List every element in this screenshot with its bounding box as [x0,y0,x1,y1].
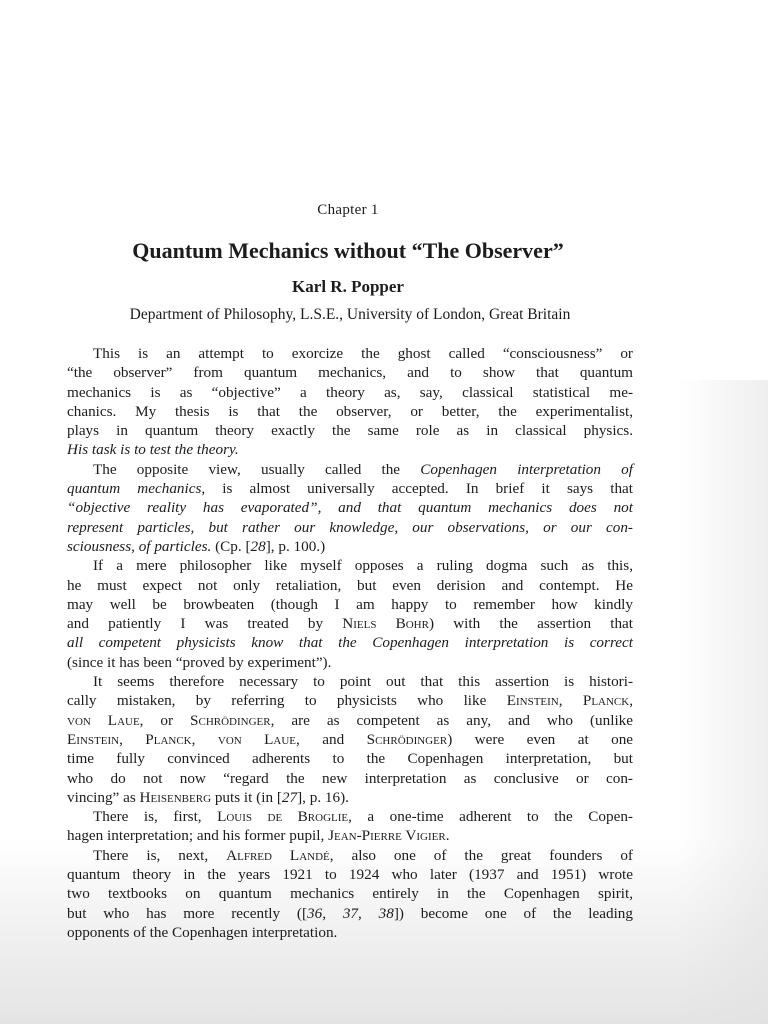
text-line [67,730,633,749]
text-run: . [445,827,450,845]
italic-text: His task is to test the theory. [67,441,239,459]
text-run: There is, first, [93,808,218,826]
text-line [67,788,633,807]
person-name: Louis de Broglie [217,808,349,826]
text-line [67,479,633,498]
text-line: may well be browbeaten (though I am happy to remember how kindly [67,595,633,613]
text-run: ], p. 100.) [265,537,326,555]
text-line: (since it has been “proved by experiment”). [67,653,332,671]
paragraph-3 [67,556,633,672]
person-name: Heisenberg [139,788,212,806]
text-line [67,498,633,517]
paragraph-6 [67,846,633,942]
person-name: Jean-Pierre Vigier [328,827,446,845]
text-run: cally mistaken, by referring to physicists who like [67,692,507,710]
text-line [67,518,633,537]
italic-text: , and that quantum mechanics does not [317,499,633,517]
citation-ref: 28 [250,537,266,555]
italic-text: represent particles, but rather our knowledge, our observations, or our con- [67,518,633,536]
text-line: he must expect not only retaliation, but even derision and contempt. He [67,576,633,594]
person-name: Alfred Landé [226,846,330,864]
person-name: von Laue [67,711,140,729]
text-run: , [629,692,634,710]
paragraph-1 [67,344,633,460]
chapter-label: Chapter 1 [317,202,379,218]
italic-text: “objective reality has evaporated” [67,499,318,517]
chapter-title: Quantum Mechanics without “The Observer” [132,238,564,263]
text-line: two textbooks on quantum mechanics entirely in the Copenhagen spirit, [67,885,633,903]
text-line [67,460,633,479]
text-run: ) with the assertion that [428,615,634,633]
page-edge-shadow [678,380,768,1024]
text-run: vincing” as [67,788,140,806]
text-line [67,826,633,845]
text-run: The opposite view, usually called the [93,460,421,478]
text-run: (Cp. [ [211,537,251,555]
paragraph-2 [67,460,633,556]
text-run: but who has more recently ([ [67,904,308,922]
text-run: , also one of the great founders of [329,846,633,864]
text-run: , [119,730,146,748]
author-name: Karl R. Popper [292,277,404,296]
body-text [67,344,633,942]
text-line: chanics. My thesis is that the observer, or better, the experimentalist, [67,402,633,420]
text-line [67,711,633,730]
text-line: plays in quantum theory exactly the same role as in classical physics. [67,422,633,440]
text-run: , [191,730,218,748]
person-name: Einstein [506,692,559,710]
italic-text: all competent physicists know that the Copenhagen interpretation is correct [67,634,633,652]
text-line: It seems therefore necessary to point out that this assertion is histori- [93,673,633,691]
text-line: mechanics is as “objective” a theory as, say, classical statistical me- [67,383,633,401]
person-name: Einstein [67,730,120,748]
italic-text: sciousness, of particles. [67,537,212,555]
text-line [67,614,633,633]
person-name: Schrödinger [366,730,448,748]
text-line [67,440,633,459]
text-run: hagen interpretation; and his former pupil, [67,827,329,845]
text-run: , [558,692,583,710]
text-line: quantum theory in the years 1921 to 1924 who later (1937 and 1951) wrote [67,866,633,884]
person-name: Schrödinger [190,711,271,729]
text-run: and patiently I was treated by [67,615,343,633]
citation-ref: 27 [281,788,298,806]
text-run: ]) become one of the leading [393,904,633,922]
person-name: Planck [582,692,630,710]
text-line: who do not now “regard the new interpretation as conclusive or con- [67,769,633,787]
paragraph-4 [67,672,633,807]
text-line: This is an attempt to exorcize the ghost called “consciousness” or [93,345,633,362]
text-line [67,537,633,556]
person-name: Planck [145,730,192,748]
italic-text: Copenhagen interpretation of [420,460,633,478]
text-line: If a mere philosopher like myself opposes a ruling dogma such as this, [93,557,633,575]
text-run: ], p. 16). [297,788,349,806]
text-run: , or [139,711,191,729]
person-name: von Laue [217,730,297,748]
text-run: ) were even at one [447,730,634,748]
paragraph-5 [67,807,633,846]
text-line: opponents of the Copenhagen interpretation. [67,923,338,941]
text-run: , a one-time adherent to the Copen- [348,808,633,826]
text-line [67,904,633,923]
citation-ref: 36, 37, 38 [307,904,394,922]
text-line [67,691,633,710]
text-run: There is, next, [93,846,227,864]
text-run: , are as competent as any, and who (unlike [270,711,633,729]
text-run: puts it (in [ [211,788,282,806]
text-line [67,807,633,826]
text-line [67,846,633,865]
text-run: , and [296,730,367,748]
text-run: , is almost universally accepted. In brief it says that [201,480,633,498]
text-line: time fully convinced adherents to the Copenhagen interpretation, but [67,750,633,768]
italic-text: quantum mechanics [67,480,202,498]
text-line: “the observer” from quantum mechanics, and to show that quantum [67,364,633,382]
text-line [67,633,633,652]
author-affiliation: Department of Philosophy, L.S.E., University of London, Great Britain [129,306,571,323]
person-name: Niels Bohr [342,615,429,633]
